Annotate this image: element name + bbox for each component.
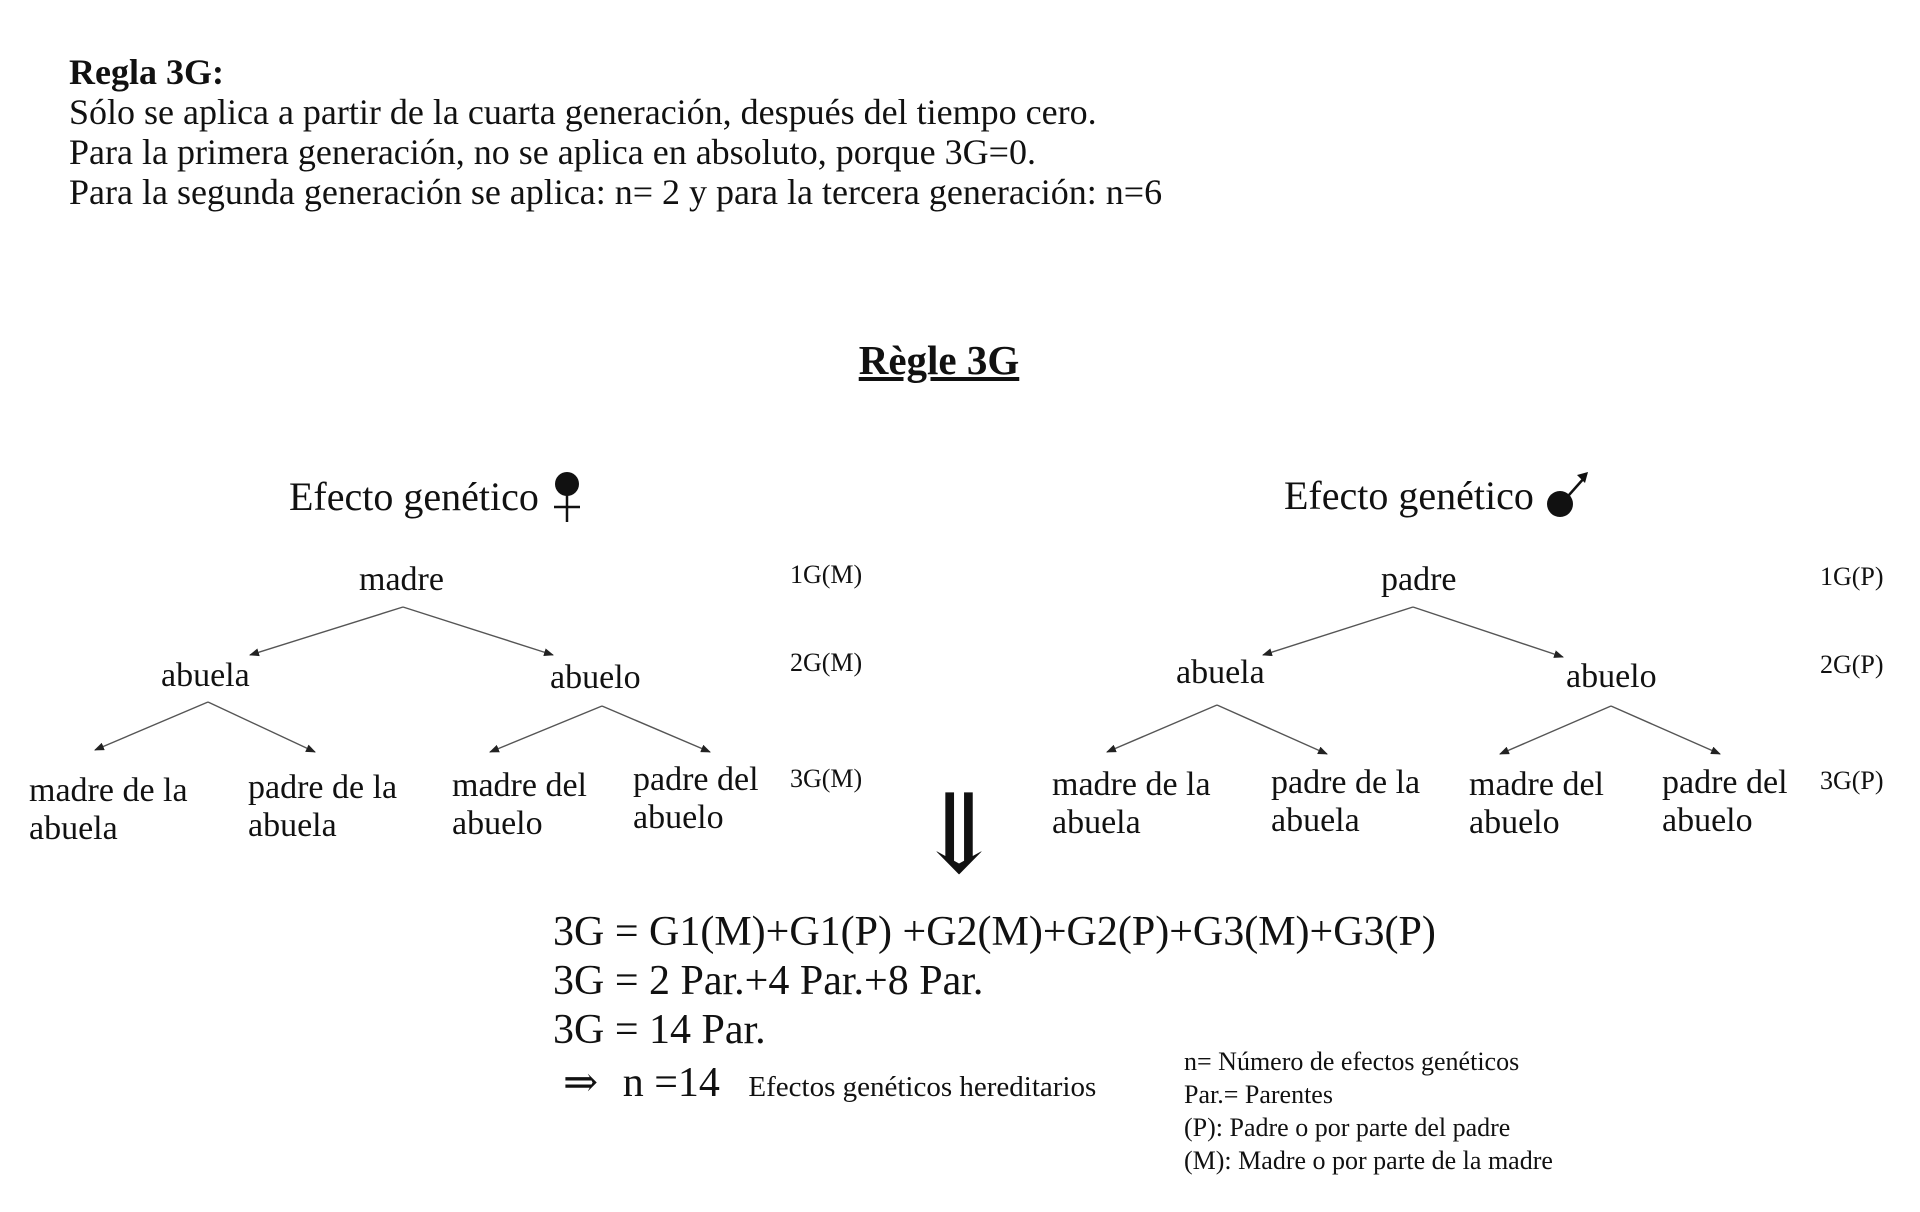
intro-line-2: Para la primera generación, no se aplica en absoluto, porque 3G=0. [69,132,1036,172]
node-line: abuelo [1469,804,1560,841]
node-abuela-p: abuela [1176,654,1265,691]
node-madre-de-la-abuela-m [29,772,219,848]
legend-item-m: (M): Madre o por parte de la madre [1184,1146,1553,1175]
gen-label-2gp: 2G(P) [1820,650,1884,679]
node-line: abuela [29,810,118,847]
legend [1184,1045,1553,1177]
rule-heading: Regla 3G: [69,52,224,92]
intro-line-3: Para la segunda generación se aplica: n= 2 y para la tercera generación: n=6 [69,172,1163,212]
result-line [563,1057,1096,1107]
node-madre-del-abuelo-m [452,767,642,843]
edge-abuela-p2 [1217,705,1327,754]
node-line: madre de la [29,772,188,809]
edge-abuelo-p2 [1611,706,1720,754]
node-madre-de-la-abuela-p [1052,766,1242,842]
edge-abuela-m1 [95,702,208,750]
node-madre-del-abuelo-p [1469,766,1659,842]
legend-item-p: (P): Padre o por parte del padre [1184,1113,1511,1142]
edge-padre-abuela [1263,607,1413,655]
node-line: abuela [1271,802,1360,839]
edge-padre-abuelo [1413,607,1563,657]
formula-line-3: 3G = 14 Par. [553,1007,766,1053]
node-padre: padre [1381,561,1457,598]
gen-label-1gm: 1G(M) [790,560,863,589]
edge-abuela-p1 [1107,705,1217,752]
gen-label-3gm: 3G(M) [790,764,863,793]
intro-line-1: Sólo se aplica a partir de la cuarta generación, después del tiempo cero. [69,92,1097,132]
node-line: abuela [248,807,337,844]
edge-abuela-m2 [208,702,315,752]
node-abuela-m: abuela [161,657,250,694]
edge-abuelo-p1 [1500,706,1611,754]
legend-item-par: Par.= Parentes [1184,1080,1333,1109]
paternal-title-text: Efecto genético [1284,473,1534,519]
node-line: abuelo [452,805,543,842]
node-padre-de-la-abuela-m [248,769,438,845]
node-line: padre de la [248,769,398,806]
result-value: n =14 [622,1060,720,1106]
male-symbol-icon [1544,470,1590,530]
diagram-title: Règle 3G [858,337,1020,383]
node-line: madre del [1469,766,1604,803]
node-line: abuela [1052,804,1141,841]
node-line: padre del [1662,764,1788,801]
node-line: padre del [633,761,759,798]
node-abuelo-p: abuelo [1566,658,1657,695]
down-double-arrow-icon: ⇓ [913,774,1006,896]
node-abuelo-m: abuelo [550,659,641,696]
node-madre: madre [359,561,444,598]
edge-madre-abuelo [403,607,553,655]
edge-madre-abuela [250,607,403,655]
formula-line-2: 3G = 2 Par.+4 Par.+8 Par. [553,958,984,1004]
node-line: abuelo [633,799,724,836]
paternal-title [1284,470,1590,530]
node-line: abuelo [1662,802,1753,839]
female-symbol-icon [549,470,585,532]
node-line: padre de la [1271,764,1421,801]
result-note: Efectos genéticos hereditarios [748,1071,1097,1103]
gen-label-3gp: 3G(P) [1820,766,1884,795]
legend-item-n: n= Número de efectos genéticos [1184,1047,1520,1076]
gen-label-2gm: 2G(M) [790,648,863,677]
node-padre-de-la-abuela-p [1271,764,1461,840]
implies-arrow-icon: ⇒ [563,1060,599,1106]
node-line: madre de la [1052,766,1211,803]
gen-label-1gp: 1G(P) [1820,562,1884,591]
edge-abuelo-m1 [490,706,602,752]
maternal-title-text: Efecto genético [289,474,539,520]
formula-line-1: 3G = G1(M)+G1(P) +G2(M)+G2(P)+G3(M)+G3(P) [553,909,1436,955]
maternal-title [289,470,585,532]
node-line: madre del [452,767,587,804]
edge-abuelo-m2 [602,706,710,752]
